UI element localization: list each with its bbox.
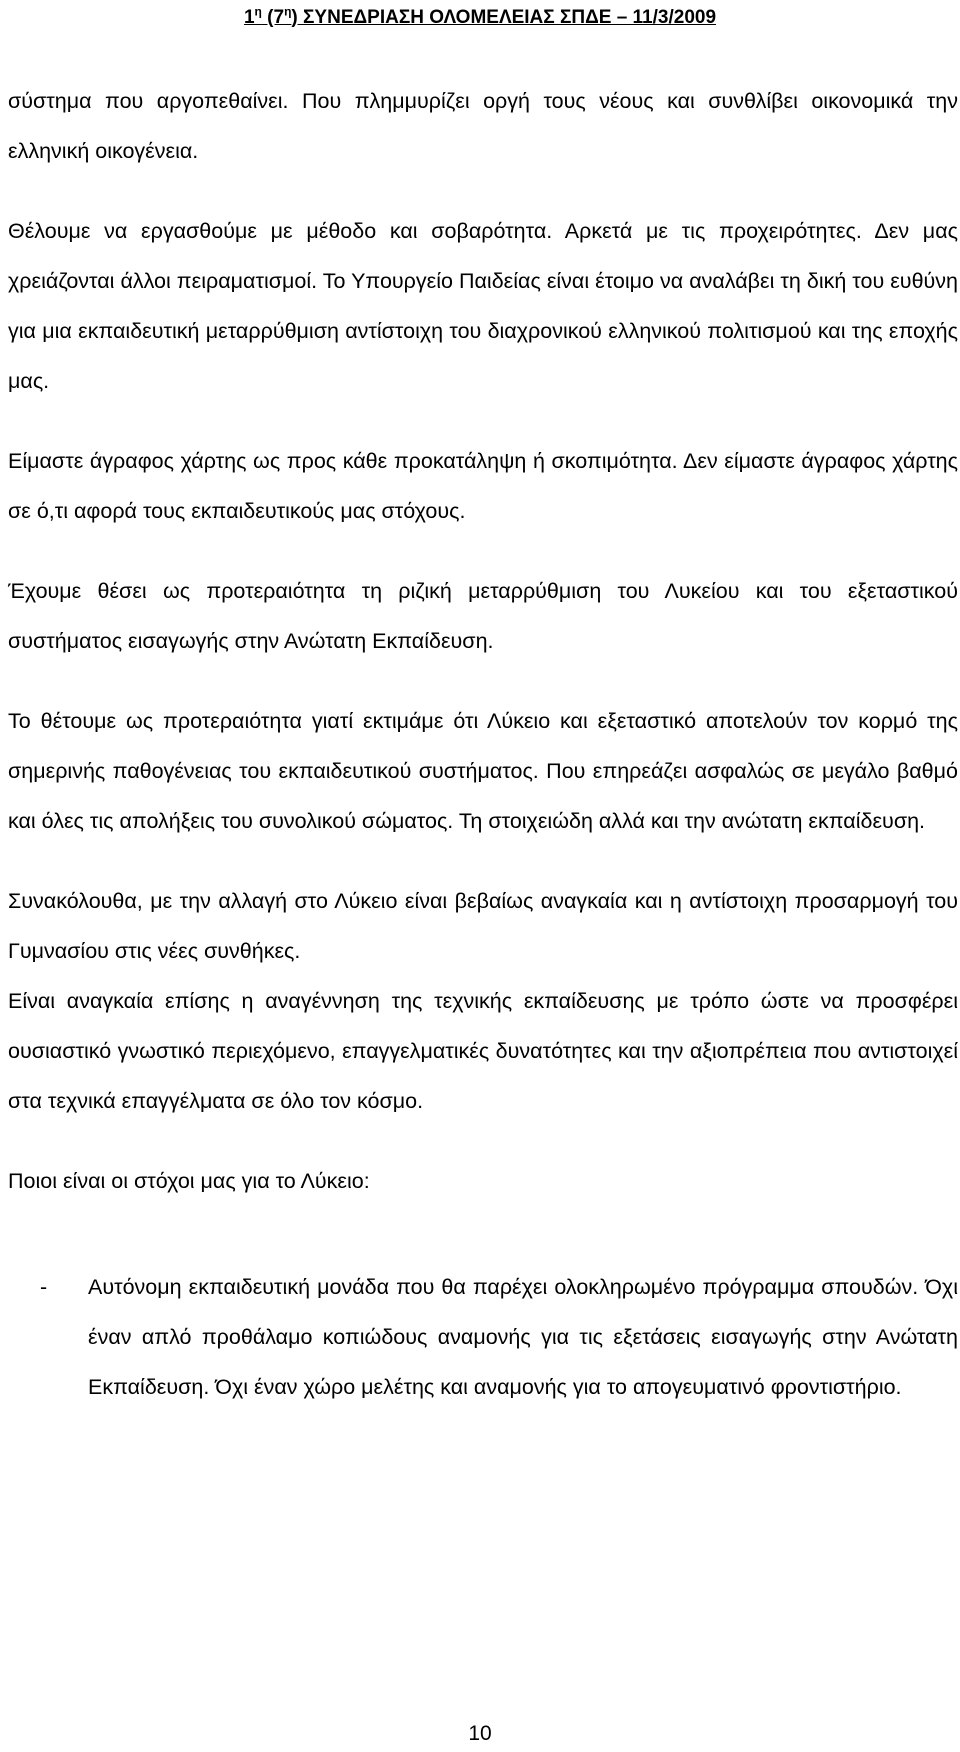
paragraph-4: Έχουμε θέσει ως προτεραιότητα τη ριζική μεταρρύθμιση του Λυκείου και του εξεταστικού συστήματος εισαγωγής στην Ανώτατη Εκπαίδευση.	[8, 579, 958, 653]
list-item	[8, 1262, 958, 1412]
paragraph-1: σύστημα που αργοπεθαίνει. Που πλημμυρίζει οργή τους νέους και συνθλίβει οικονομικά την ελληνική οικογένεια.	[8, 89, 958, 163]
paragraph-7: Είναι αναγκαία επίσης η αναγέννηση της τεχνικής εκπαίδευσης με τρόπο ώστε να προσφέρει ουσιαστικό γνωστικό περιεχόμενο, επαγγελματικές δυνατότητες και την αξιοπρέπεια που αντιστοιχεί στα τεχνικά επαγγέλματα σε όλο τον κόσμο.	[8, 989, 958, 1113]
header-prefix: 1	[243, 7, 255, 28]
header-suffix: ) ΣΥΝΕΔΡΙΑΣΗ ΟΛΟΜΕΛΕΙΑΣ ΣΠΔΕ – 11/3/2009	[291, 7, 717, 28]
paragraph-3: Είμαστε άγραφος χάρτης ως προς κάθε προκατάληψη ή σκοπιμότητα. Δεν είμαστε άγραφος χάρτης σε ό,τι αφορά τους εκπαιδευτικούς μας στόχους.	[8, 449, 958, 523]
document-body	[8, 76, 958, 1412]
header-superscript-1: η	[254, 4, 262, 19]
page-number: 10	[468, 1722, 492, 1745]
header-middle: (7	[261, 7, 285, 28]
list-item-text: Αυτόνομη εκπαιδευτική μονάδα που θα παρέχει ολοκληρωμένο πρόγραμμα σπουδών. Όχι έναν απλό προθάλαμο κοπιώδους αναμονής για τις εξετάσεις εισαγωγής στην Ανώτατη Εκπαίδευση. Όχι έναν χώρο μελέτης και αναμονής για το απογευματινό φροντιστήριο.	[88, 1275, 958, 1399]
paragraph-2: Θέλουμε να εργασθούμε με μέθοδο και σοβαρότητα. Αρκετά με τις προχειρότητες. Δεν μας χρειάζονται άλλοι πειραματισμοί. Το Υπουργείο Παιδείας είναι έτοιμο να αναλάβει τη δική του ευθύνη για μια εκπαιδευτική μεταρρύθμιση αντίστοιχη του διαχρονικού ελληνικού πολιτισμού και της εποχής μας.	[8, 219, 958, 393]
paragraph-5: Το θέτουμε ως προτεραιότητα γιατί εκτιμάμε ότι Λύκειο και εξεταστικό αποτελούν τον κορμό της σημερινής παθογένειας του εκπαιδευτικού συστήματος. Που επηρεάζει ασφαλώς σε μεγάλο βαθμό και όλες τις απολήξεις του συνολικού σώματος. Τη στοιχειώδη αλλά και την ανώτατη εκπαίδευση.	[8, 709, 958, 833]
page-header	[0, 6, 960, 30]
list-dash: -	[40, 1275, 48, 1299]
header-superscript-2: η	[284, 4, 292, 19]
paragraph-8: Ποιοι είναι οι στόχοι μας για το Λύκειο:	[8, 1169, 370, 1193]
paragraph-6: Συνακόλουθα, με την αλλαγή στο Λύκειο είναι βεβαίως αναγκαία και η αντίστοιχη προσαρμογή του Γυμνασίου στις νέες συνθήκες.	[8, 889, 958, 963]
